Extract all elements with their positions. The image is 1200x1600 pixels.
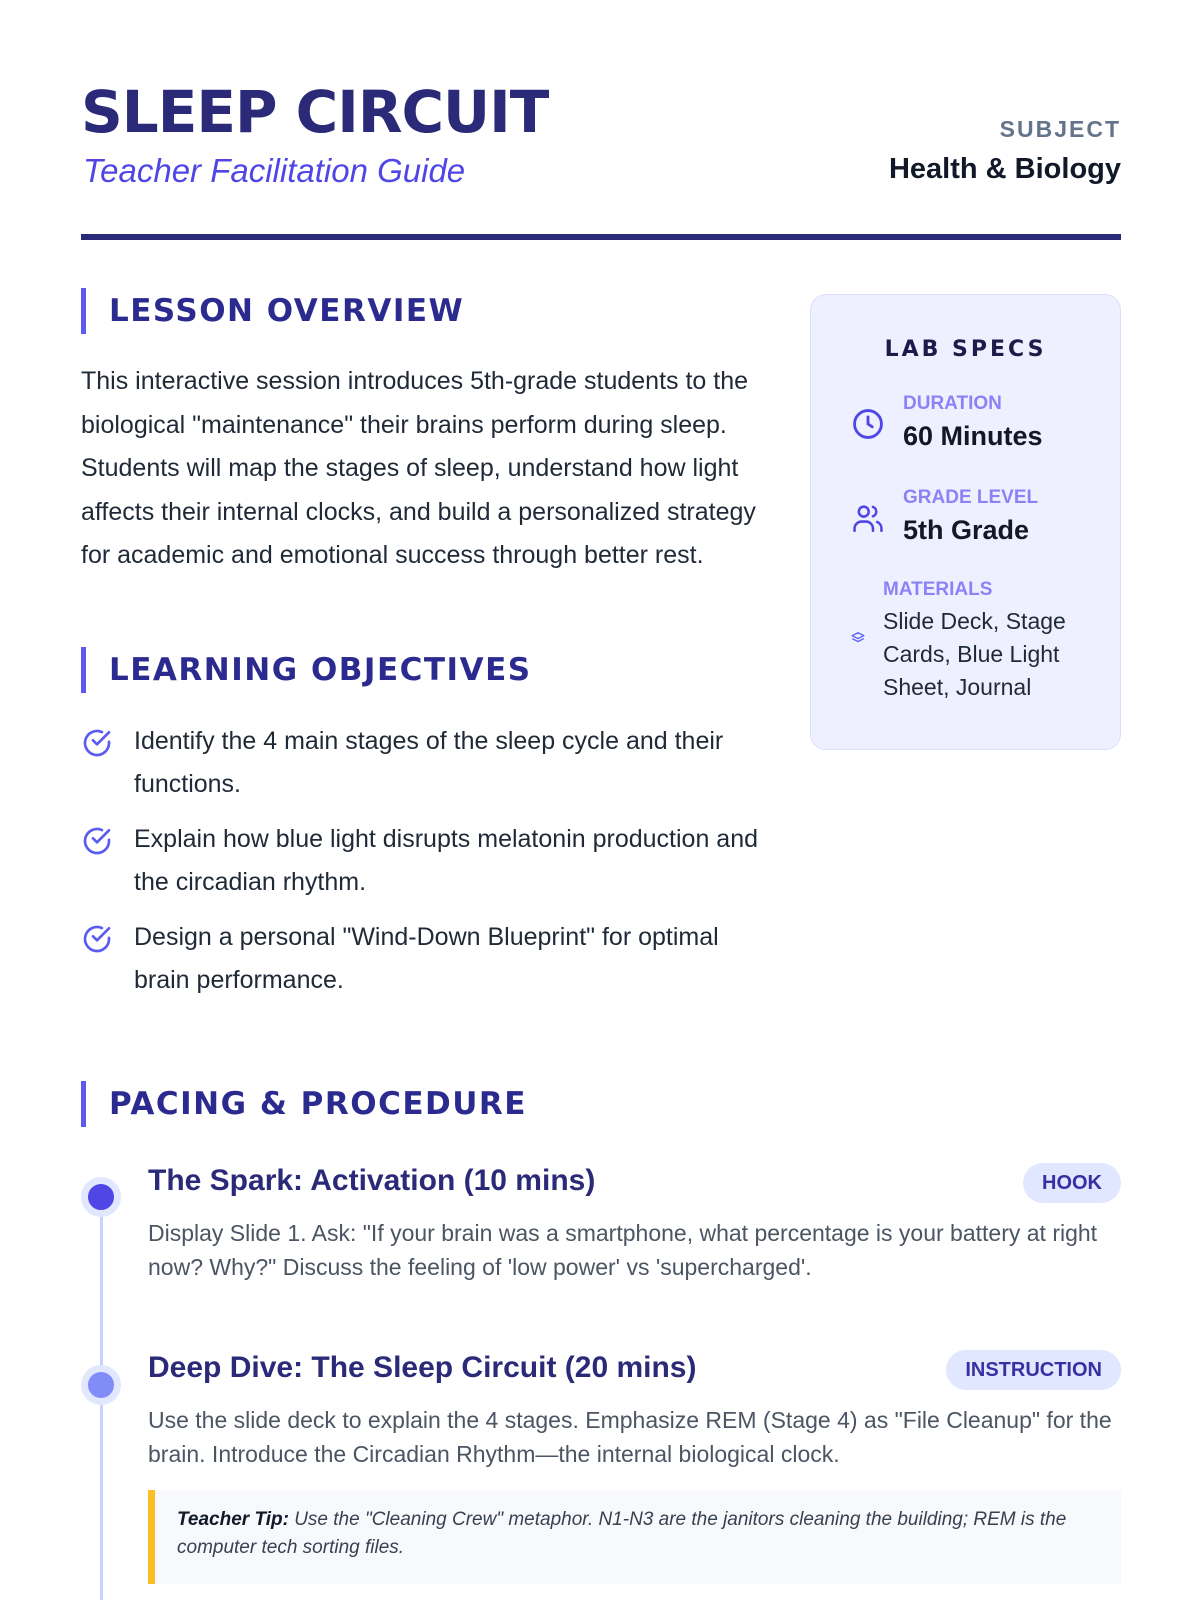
objectives-list [81,720,771,1014]
objective-text: Explain how blue light disrupts melatonin production and the circadian rhythm. [134,825,758,896]
teacher-tip [148,1490,1121,1584]
check-circle-icon [81,825,113,857]
objective-item [81,720,771,806]
pacing-heading: PACING & PROCEDURE [81,1081,527,1127]
duration-label: DURATION [903,393,1002,414]
step-badge: HOOK [1023,1163,1121,1203]
clock-icon [851,407,885,441]
lab-specs-title: LAB SPECS [884,337,1047,362]
layers-icon [851,631,865,645]
header-divider [81,234,1121,240]
step-title: The Spark: Activation (10 mins) [148,1164,596,1197]
spec-grade [851,487,1038,546]
users-icon [851,501,885,535]
step-title: Deep Dive: The Sleep Circuit (20 mins) [148,1351,697,1384]
step-description: Use the slide deck to explain the 4 stages. Emphasize REM (Stage 4) as "File Cleanup" for the brain. Introduce the Circadian Rhythm—the internal biological clock. [148,1407,1112,1467]
lesson-guide-page [81,0,1121,1600]
overview-heading: LESSON OVERVIEW [81,288,464,334]
spec-duration [851,393,1043,452]
check-circle-icon [81,727,113,759]
subject-block [889,116,1121,186]
grade-label: GRADE LEVEL [903,487,1039,508]
page-subtitle: Teacher Facilitation Guide [83,152,466,189]
pacing-step [148,1351,1121,1471]
materials-value: Slide Deck, Stage Cards, Blue Light Sheet, Journal [883,608,1066,700]
tip-label: Teacher Tip: [177,1509,289,1530]
timeline-dot [81,1365,121,1405]
objectives-heading: LEARNING OBJECTIVES [81,647,532,693]
objective-text: Design a personal "Wind-Down Blueprint" for optimal brain performance. [134,923,719,994]
timeline-dot [81,1177,121,1217]
lab-specs-card [810,294,1121,750]
materials-label: MATERIALS [883,579,993,600]
subject-label: SUBJECT [999,116,1121,142]
spec-materials [851,579,1091,704]
step-description: Display Slide 1. Ask: "If your brain was a smartphone, what percentage is your battery at right now? Why?" Discuss the feeling of 'low power' vs 'supercharged'. [148,1220,1098,1280]
subject-value: Health & Biology [888,153,1121,185]
grade-value: 5th Grade [903,515,1030,545]
pacing-step [148,1164,1121,1284]
overview-text: This interactive session introduces 5th-grade students to the biological "maintenance" their brains perform during sleep. Students will map the stages of sleep, understand how light affects their internal clocks, and build a personalized strategy for academic and emotional success through better rest. [81,367,756,569]
check-circle-icon [81,923,113,955]
objective-text: Identify the 4 main stages of the sleep cycle and their functions. [134,727,724,798]
objective-item [81,818,771,904]
objective-item [81,916,771,1002]
step-badge: INSTRUCTION [946,1350,1121,1390]
page-title: SLEEP CIRCUIT [81,78,549,146]
tip-text: Use the "Cleaning Crew" metaphor. N1-N3 are the janitors cleaning the building; REM is the computer tech sorting files. [177,1509,1067,1558]
duration-value: 60 Minutes [903,421,1043,451]
